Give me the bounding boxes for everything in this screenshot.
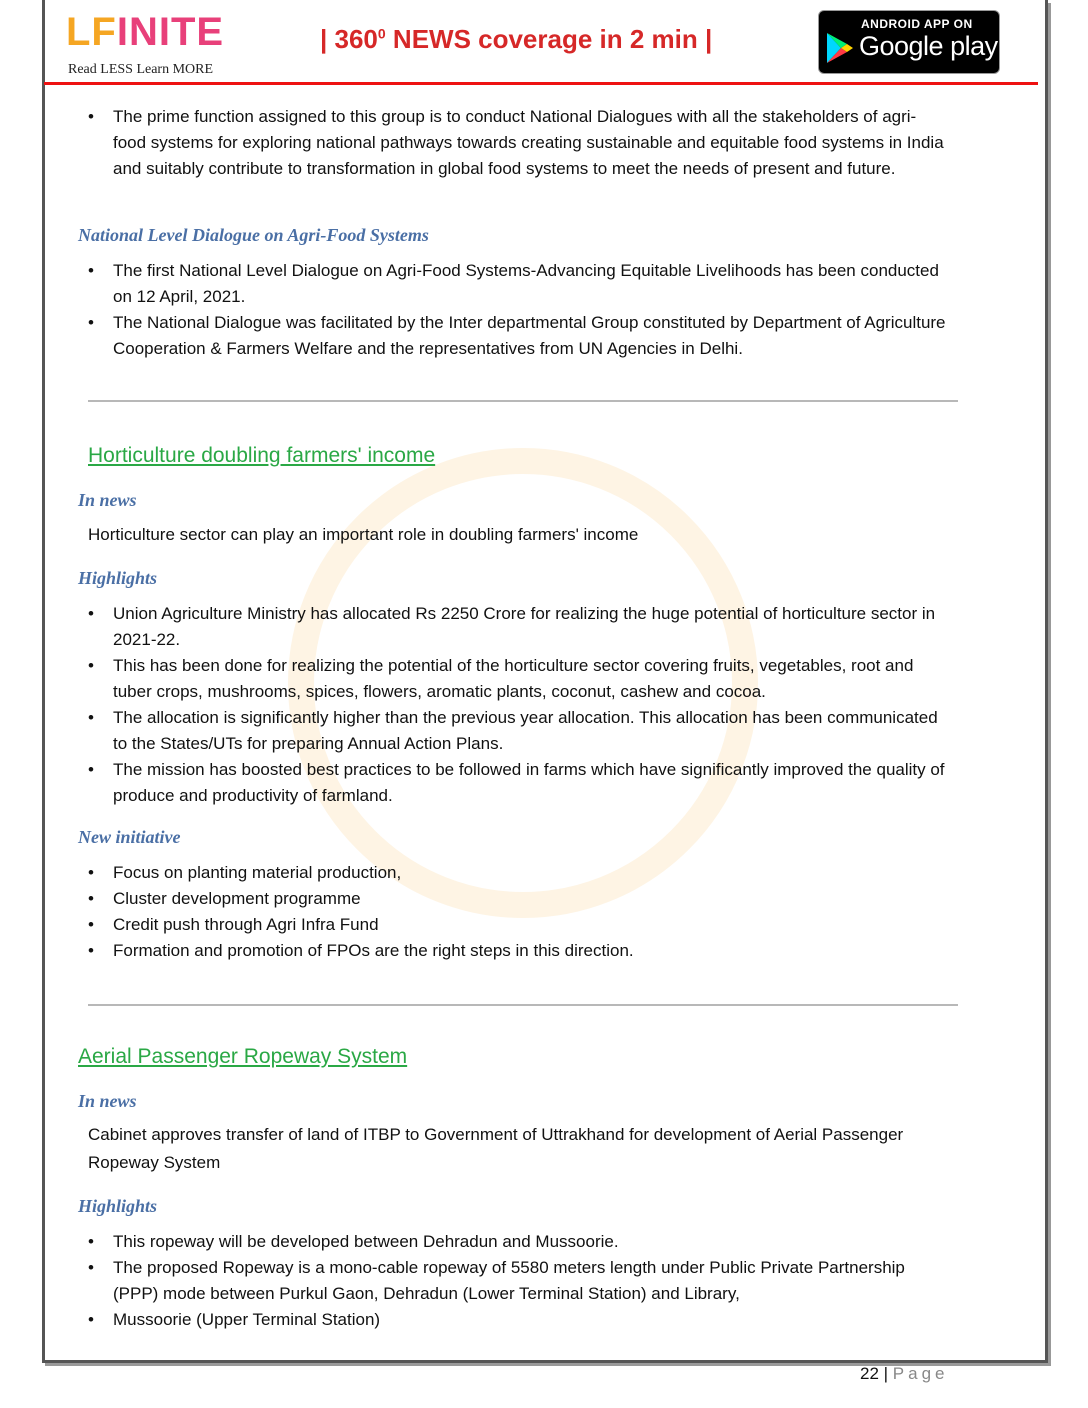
badge-big-text: Google play <box>859 31 998 61</box>
page-footer <box>860 1364 949 1384</box>
list-item: • Union Agriculture Ministry has allocated Rs 2250 Crore for realizing the huge potential of horticulture sector in 2021-22. <box>88 601 948 653</box>
section-divider <box>88 400 958 402</box>
badge-small-text: ANDROID APP ON <box>861 17 973 31</box>
header-title: | $360^0$ NEWS coverage in 2 min | <box>320 24 713 54</box>
list-item: • Mussoorie (Upper Terminal Station) <box>88 1307 948 1333</box>
horti-new-label: New initiative <box>78 827 181 847</box>
list-item: • The first National Level Dialogue on Agri-Food Systems-Advancing Equitable Livelihoods has been conducted on 12 April, 2021. <box>88 258 948 310</box>
header-divider <box>44 82 1038 85</box>
intro-bullets <box>88 104 948 182</box>
ropeway-title: Aerial Passenger Ropeway System <box>78 1045 408 1068</box>
list-item: • The allocation is significantly higher than the previous year allocation. This allocation has been communicated to the States/UTs for preparing Annual Action Plans. <box>88 705 948 757</box>
page-number: 22 <box>860 1364 879 1383</box>
nld-bullets <box>88 258 948 362</box>
page-word: Page <box>892 1364 949 1383</box>
horti-highlights-label: Highlights <box>78 568 158 588</box>
list-item: • Formation and promotion of FPOs are the right steps in this direction. <box>88 938 948 964</box>
brand-logo <box>66 10 226 80</box>
play-store-icon <box>825 31 855 65</box>
horti-in-news-label: In news <box>78 490 137 510</box>
horti-new-bullets <box>88 860 948 964</box>
nld-heading: National Level Dialogue on Agri-Food Systems <box>78 225 429 245</box>
google-play-badge[interactable] <box>818 10 1000 74</box>
list-item: • The National Dialogue was facilitated by the Inter departmental Group constituted by Department of Agriculture Cooperation & Farmers Welfare and the representatives from UN Agencies in Delhi. <box>88 310 948 362</box>
logo-wordmark: LFINITE <box>66 10 225 54</box>
footer-separator: | <box>878 1364 893 1383</box>
horticulture-title: Horticulture doubling farmers' income <box>88 444 436 467</box>
list-item: • The mission has boosted best practices to be followed in farms which have significantly improved the quality of produce and productivity of farmland. <box>88 757 948 809</box>
rope-highlights-label: Highlights <box>78 1196 158 1216</box>
rope-in-news-text: Cabinet approves transfer of land of ITBP to Government of Uttrakhand for development of Aerial Passenger Ropeway System <box>88 1125 904 1172</box>
horti-in-news-text: Horticulture sector can play an important role in doubling farmers' income <box>88 525 639 544</box>
section-divider <box>88 1004 958 1006</box>
horti-highlights <box>88 601 948 809</box>
list-item: • Cluster development programme <box>88 886 948 912</box>
list-item: • The proposed Ropeway is a mono-cable ropeway of 5580 meters length under Public Private Partnership (PPP) mode between Purkul Gaon, Dehradun (Lower Terminal Station) and Library, <box>88 1255 948 1307</box>
list-item: • Focus on planting material production, <box>88 860 948 886</box>
page-header <box>0 0 1088 90</box>
list-item: • Credit push through Agri Infra Fund <box>88 912 948 938</box>
list-item: • This ropeway will be developed between Dehradun and Mussoorie. <box>88 1229 948 1255</box>
list-item: • This has been done for realizing the potential of the horticulture sector covering fruits, vegetables, root and tuber crops, mushrooms, spices, flowers, aromatic plants, coconut, cashew and cocoa. <box>88 653 948 705</box>
rope-highlights <box>88 1229 948 1333</box>
logo-tagline: Read LESS Learn MORE <box>68 62 214 77</box>
rope-in-news-label: In news <box>78 1091 137 1111</box>
list-item: • The prime function assigned to this group is to conduct National Dialogues with all the stakeholders of agri-food systems for exploring national pathways towards creating sustainable and equitable food systems in India and suitably contribute to transformation in global food systems to meet the needs of present and future. <box>88 104 948 182</box>
